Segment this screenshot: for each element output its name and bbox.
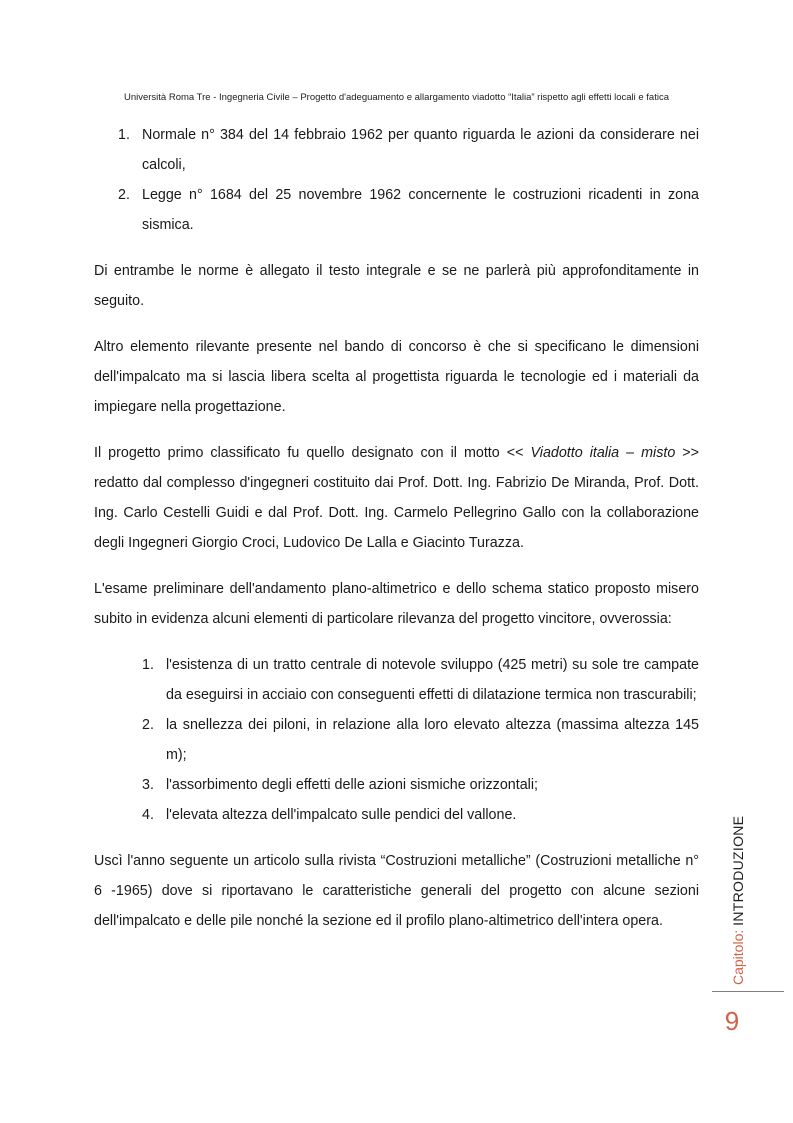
list-number: 3. [142,777,154,793]
list-text: l'elevata altezza dell'impalcato sulle pendici del vallone. [166,807,517,823]
paragraph-text: >> redatto dal complesso d'ingegneri costituito dai Prof. Dott. Ing. Fabrizio De Miranda, Prof. Dott. Ing. Carlo Cestelli Guidi e dal Prof. Dott. Ing. Carmelo Pellegrino Gallo con la collaborazione degli Ingegneri Giorgio Croci, Ludovico De Lalla e Giacinto Turazza. [94,445,700,551]
list-number: 1. [118,127,130,143]
list-text: la snellezza dei piloni, in relazione alla loro elevato altezza (massima altezza 145 m); [166,717,699,763]
paragraph-progetto [94,438,699,558]
list-item [94,800,699,830]
list-number: 4. [142,807,154,823]
list-number: 2. [118,187,130,203]
paragraph-articolo: Uscì l'anno seguente un articolo sulla rivista “Costruzioni metalliche” (Costruzioni metalliche n° 6 -1965) dove si riportavano le caratteristiche generali del progetto con alcune sezioni dell'impalcato e delle pile nonché la sezione ed il profilo plano-altimetrico dell'intera opera. [94,853,699,929]
list-item [94,180,699,240]
document-body [94,120,699,936]
page-number: 9 [724,1006,740,1036]
running-header: Università Roma Tre - Ingegneria Civile – Progetto d'adeguamento e allargamento viadotto “Italia” rispetto agli effetti locali e fatica [123,92,669,103]
chapter-prefix: Capitolo: [730,925,746,985]
list-number: 2. [142,717,154,733]
motto-text: Viadotto italia – misto [530,445,676,461]
chapter-title: INTRODUZIONE [730,815,746,926]
norms-list [94,120,699,240]
list-item [94,770,699,800]
list-text: l'esistenza di un tratto centrale di notevole sviluppo (425 metri) su sole tre campate da eseguirsi in acciaio con conseguenti effetti di dilatazione termica non trascurabili; [166,657,699,703]
paragraph-text: Il progetto primo classificato fu quello designato con il motto << [94,445,531,461]
paragraph-norme: Di entrambe le norme è allegato il testo integrale e se ne parlerà più approfonditamente in seguito. [94,263,699,309]
list-item [94,650,699,710]
chapter-sidebar [716,815,756,985]
list-text: Normale n° 384 del 14 febbraio 1962 per quanto riguarda le azioni da considerare nei calcoli, [142,127,699,173]
paragraph-bando: Altro elemento rilevante presente nel bando di concorso è che si specificano le dimensioni dell'impalcato ma si lascia libera scelta al progettista riguarda le tecnologie ed i materiali da impiegare nella progettazione. [94,339,699,415]
elements-list [94,650,699,830]
list-number: 1. [142,657,154,673]
list-item [94,120,699,180]
list-text: Legge n° 1684 del 25 novembre 1962 concernente le costruzioni ricadenti in zona sismica. [142,187,699,233]
paragraph-esame: L'esame preliminare dell'andamento plano-altimetrico e dello schema statico proposto misero subito in evidenza alcuni elementi di particolare rilevanza del progetto vincitore, ovverossia: [94,581,699,627]
sidebar-divider [712,991,784,992]
list-item [94,710,699,770]
chapter-label [730,816,746,985]
list-text: l'assorbimento degli effetti delle azioni sismiche orizzontali; [166,777,538,793]
